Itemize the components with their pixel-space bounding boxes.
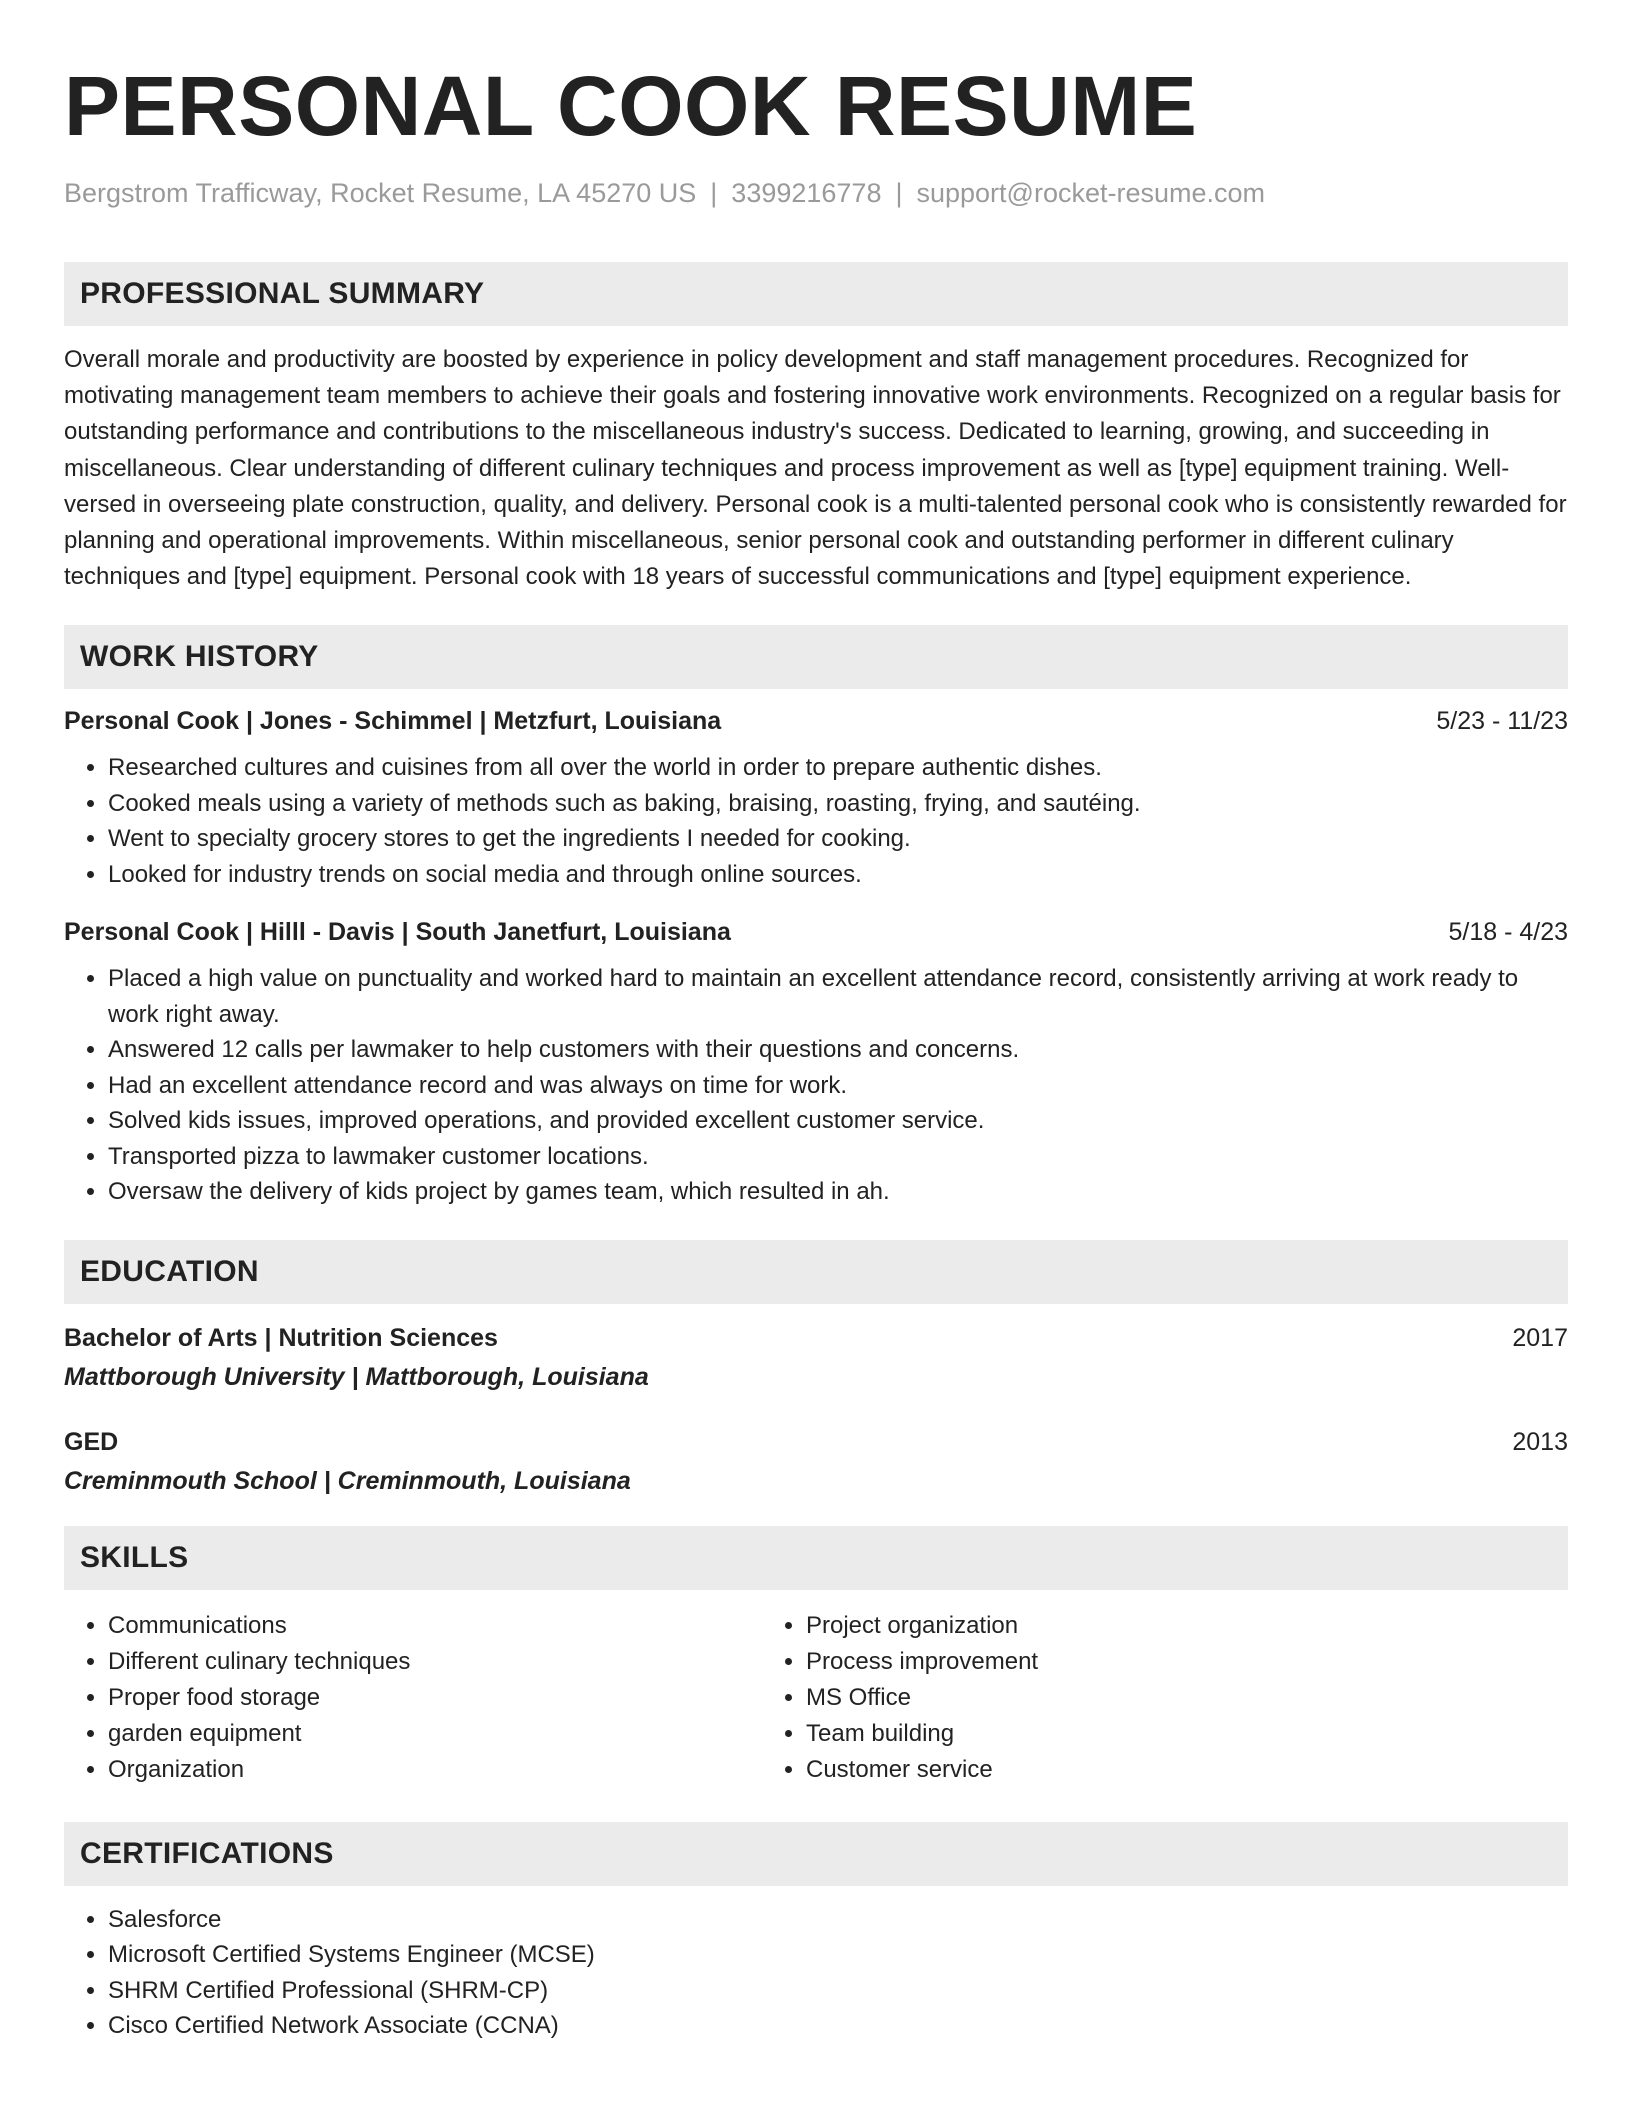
certification-item: • Salesforce [108,1902,1568,1938]
section-header-work-history [64,625,1568,689]
job-dates: 5/18 - 4/23 [1448,918,1568,947]
section-header-summary [64,262,1568,326]
section-header-certifications [64,1822,1568,1886]
list-item: • Researched cultures and cuisines from all over the world in order to prepare authentic dishes. [108,750,1568,786]
list-item: • Oversaw the delivery of kids project by games team, which resulted in ah. [108,1174,1568,1210]
certification-item: • SHRM Certified Professional (SHRM-CP) [108,1973,1568,2009]
list-item: • Cooked meals using a variety of methods such as baking, braising, roasting, frying, and sautéing. [108,786,1568,822]
section-title: PROFESSIONAL SUMMARY [80,277,485,310]
job-bullets [64,961,1568,1210]
list-item: • Transported pizza to lawmaker customer locations. [108,1139,1568,1175]
skills-column-left [64,1608,762,1788]
resume-title: PERSONAL COOK RESUME [64,59,1198,153]
job-bullets [64,750,1568,892]
skill-item: • garden equipment [108,1716,762,1752]
job-entry [64,918,1568,1210]
contact-email: support@rocket-resume.com [916,178,1266,208]
contact-address: Bergstrom Trafficway, Rocket Resume, LA 45270 US [64,178,697,208]
certification-item: • Cisco Certified Network Associate (CCNA) [108,2008,1568,2044]
job-entry [64,707,1568,892]
contact-line [64,176,1568,210]
section-title: EDUCATION [80,1254,259,1288]
section-header-education [64,1240,1568,1304]
contact-phone: 3399216778 [731,178,882,208]
contact-separator: | [710,178,718,208]
skill-item: • Process improvement [806,1644,1460,1680]
certification-item: • Microsoft Certified Systems Engineer (MCSE) [108,1937,1568,1973]
list-item: • Answered 12 calls per lawmaker to help customers with their questions and concerns. [108,1032,1568,1068]
skill-item: • MS Office [806,1680,1460,1716]
education-entry [64,1428,1568,1496]
section-header-skills [64,1526,1568,1590]
degree: Bachelor of Arts | Nutrition Sciences [64,1323,498,1352]
job-title: Personal Cook | Jones - Schimmel | Metzfurt, Louisiana [64,707,722,736]
degree: GED [64,1427,119,1456]
list-item: • Had an excellent attendance record and was always on time for work. [108,1068,1568,1104]
resume-page [64,56,1568,2044]
summary-text: Overall morale and productivity are boosted by experience in policy development and staff management procedures. Recognized for motivating management team members to achieve their goals and fostering innovative work environments. Recognized on a regular basis for outstanding performance and contributions to the miscellaneous industry's success. Dedicated to learning, growing, and succeeding in miscellaneous. Clear understanding of different culinary techniques and process improvement as well as [type] equipment training. Well-versed in overseeing plate construction, quality, and delivery. Personal cook is a multi-talented personal cook who is consistently rewarded for planning and operational improvements. Within miscellaneous, senior personal cook and outstanding performer in different culinary techniques and [type] equipment. Personal cook with 18 years of successful communications and [type] equipment experience. [64,346,1567,591]
list-item: • Went to specialty grocery stores to get the ingredients I needed for cooking. [108,821,1568,857]
graduation-year: 2013 [1512,1427,1568,1456]
education-entry [64,1324,1568,1392]
skill-item: • Project organization [806,1608,1460,1644]
skills-column-right [762,1608,1460,1788]
section-title: SKILLS [80,1540,189,1574]
certifications-list [64,1902,1568,2044]
skill-item: • Different culinary techniques [108,1644,762,1680]
school-name: Mattborough University | Mattborough, Louisiana [64,1362,649,1391]
list-item: • Looked for industry trends on social media and through online sources. [108,857,1568,893]
section-title: WORK HISTORY [80,640,319,674]
job-dates: 5/23 - 11/23 [1436,707,1568,736]
list-item: • Solved kids issues, improved operations, and provided excellent customer service. [108,1103,1568,1139]
skill-item: • Communications [108,1608,762,1644]
skill-item: • Proper food storage [108,1680,762,1716]
skill-item: • Customer service [806,1752,1460,1788]
section-title: CERTIFICATIONS [80,1836,334,1870]
job-title: Personal Cook | Hilll - Davis | South Janetfurt, Louisiana [64,918,731,947]
skills-grid [64,1608,1568,1788]
school-name: Creminmouth School | Creminmouth, Louisiana [64,1466,631,1495]
graduation-year: 2017 [1512,1323,1568,1352]
skill-item: • Team building [806,1716,1460,1752]
skill-item: • Organization [108,1752,762,1788]
contact-separator: | [895,178,903,208]
list-item: • Placed a high value on punctuality and worked hard to maintain an excellent attendance record, consistently arriving at work ready to work right away. [108,961,1568,1032]
